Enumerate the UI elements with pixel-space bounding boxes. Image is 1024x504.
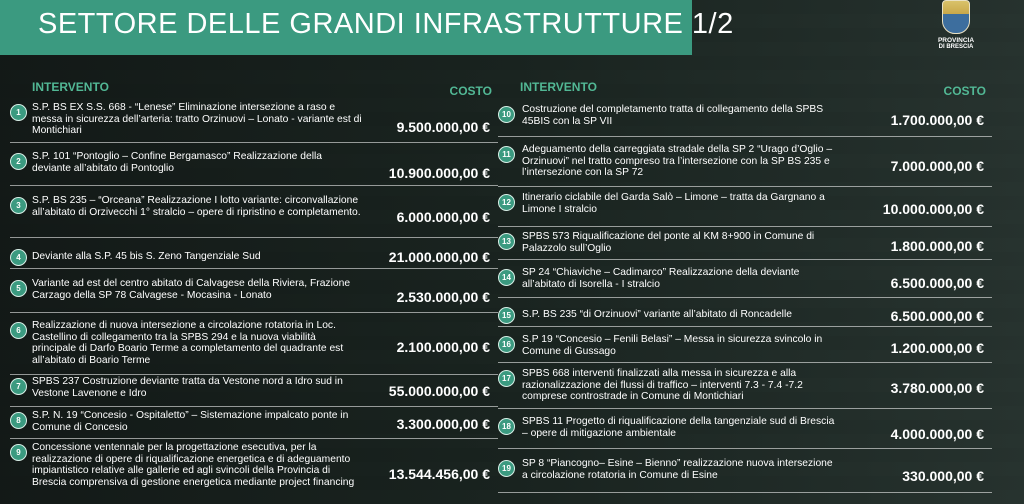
row-description: Itinerario ciclabile del Garda Salò – Limone – tratta da Gargnano a Limone I stralcio [522, 192, 825, 215]
table-row [498, 303, 992, 327]
row-number: 5 [10, 280, 27, 297]
row-number: 6 [10, 322, 27, 339]
row-cost: 6.500.000,00 € [890, 275, 984, 291]
row-description: Concessione ventennale per la progettazione esecutiva, per la realizzazione di opere di riqualificazione energetica e di adeguamento impiantistico relative alle gallerie ed agli svincoli della Provincia di Brescia comprensiva di gestione energetica mediante project financing [32, 442, 355, 488]
row-cost: 13.544.456,00 € [388, 466, 490, 482]
table-row [498, 332, 992, 363]
row-number: 11 [498, 146, 515, 163]
row-cost: 9.500.000,00 € [396, 119, 490, 135]
cost-header: COSTO [943, 84, 986, 98]
table-row [10, 149, 498, 186]
row-number: 7 [10, 378, 27, 395]
row-cost: 6.000.000,00 € [396, 209, 490, 225]
row-description: SPBS 668 interventi finalizzati alla messa in sicurezza e alla razionalizzazione dei flussi di traffico – interventi 7.3 - 7.4 -7.2 comprese controstrade in Comune di Montichiari [522, 368, 803, 402]
row-description: SP 8 “Piancogno– Esine – Bienno” realizzazione nuova intersezione a circolazione rotatoria in Comune di Esine [522, 458, 833, 481]
table-row [498, 414, 992, 449]
row-number: 14 [498, 269, 515, 286]
table-row [10, 440, 498, 504]
table-row [498, 366, 992, 409]
row-cost: 10.000.000,00 € [882, 201, 984, 217]
row-cost: 7.000.000,00 € [890, 158, 984, 174]
intervention-header: INTERVENTO [32, 80, 109, 94]
row-number: 8 [10, 412, 27, 429]
row-cost: 2.100.000,00 € [396, 339, 490, 355]
row-number: 16 [498, 336, 515, 353]
table-row [10, 276, 498, 313]
row-number: 15 [498, 307, 515, 324]
page-title: SETTORE DELLE GRANDI INFRASTRUTTURE 1/2 [38, 8, 734, 40]
logo-line2: DI BRESCIA [938, 44, 974, 50]
row-number: 18 [498, 418, 515, 435]
row-number: 12 [498, 194, 515, 211]
row-cost: 3.300.000,00 € [396, 416, 490, 432]
row-description: Adeguamento della carreggiata stradale della SP 2 “Urago d’Oglio – Orzinuovi” nel tratto compreso tra l’intersezione con la SP BS 235 e l’intersezione con la SP 72 [522, 144, 833, 178]
cost-header: COSTO [449, 84, 492, 98]
table-row [498, 190, 992, 227]
table-row [10, 193, 498, 238]
right-column-header [498, 76, 992, 98]
table-row [498, 456, 992, 493]
table-row [10, 408, 498, 439]
row-number: 4 [10, 249, 27, 266]
row-cost: 3.780.000,00 € [890, 380, 984, 396]
left-column-header [10, 76, 498, 98]
table-row [498, 265, 992, 298]
title-bar [0, 0, 734, 55]
row-cost: 1.800.000,00 € [890, 238, 984, 254]
row-description: SPBS 11 Progetto di riqualificazione della tangenziale sud di Brescia – opere di mitigazione ambientale [522, 416, 835, 439]
row-description: S.P. BS EX S.S. 668 - “Lenese” Eliminazione intersezione a raso e messa in sicurezza dell’arteria: tratto Orzinuovi – Lonato - variante est di Montichiari [32, 102, 362, 136]
row-description: SP 24 “Chiaviche – Cadimarco” Realizzazione della deviante all’abitato di Isorella - I stralcio [522, 267, 800, 290]
row-cost: 1.200.000,00 € [890, 340, 984, 356]
row-cost: 55.000.000,00 € [388, 383, 490, 399]
table-row [10, 318, 498, 375]
row-description: Realizzazione di nuova intersezione a circolazione rotatoria in Loc. Castellino di collegamento tra la SPBS 294 e la nuova viabilità principale di Darfo Boario Terme a completamento del quadrante est all’abitato di Boario Terme [32, 320, 344, 366]
row-cost: 2.530.000,00 € [396, 289, 490, 305]
intervention-header: INTERVENTO [520, 80, 597, 94]
row-cost: 21.000.000,00 € [388, 249, 490, 265]
row-description: Variante ad est del centro abitato di Calvagese della Riviera, Frazione Carzago della SP 78 Calvagese - Mocasina - Lonato [32, 278, 351, 301]
left-column [10, 76, 498, 488]
row-cost: 1.700.000,00 € [890, 112, 984, 128]
row-description: S.P. 101 “Pontoglio – Confine Bergamasco” Realizzazione della deviante all’abitato di Pontoglio [32, 151, 323, 174]
logo-line1: PROVINCIA [937, 37, 975, 44]
province-logo [928, 0, 984, 60]
table-row [498, 102, 992, 137]
table-row [498, 142, 992, 187]
row-number: 13 [498, 233, 515, 250]
row-description: S.P. BS 235 “di Orzinuovi” variante all’abitato di Roncadelle [522, 309, 792, 320]
row-description: Deviante alla S.P. 45 bis S. Zeno Tangenziale Sud [32, 251, 261, 262]
table-row [10, 374, 498, 407]
row-number: 19 [498, 460, 515, 477]
row-number: 10 [498, 106, 515, 123]
right-column [498, 76, 992, 484]
row-description: SPBS 573 Riqualificazione del ponte al KM 8+900 in Comune di Palazzolo sull’Oglio [522, 231, 815, 254]
row-cost: 10.900.000,00 € [388, 165, 490, 181]
row-description: Costruzione del completamento tratta di collegamento della SPBS 45BIS con la SP VII [522, 104, 824, 127]
table-row [10, 245, 498, 269]
row-cost: 330.000,00 € [902, 468, 984, 484]
row-description: S.P. N. 19 “Concesio - Ospitaletto” – Sistemazione impalcato ponte in Comune di Concesio [32, 410, 349, 433]
row-description: S.P 19 “Concesio – Fenili Belasi” – Messa in sicurezza svincolo in Comune di Gussago [522, 334, 823, 357]
row-cost: 6.500.000,00 € [890, 308, 984, 324]
table-row [10, 100, 498, 143]
row-number: 1 [10, 104, 27, 121]
row-number: 2 [10, 153, 27, 170]
row-number: 17 [498, 370, 515, 387]
row-number: 3 [10, 197, 27, 214]
row-number: 9 [10, 444, 27, 461]
row-description: SPBS 237 Costruzione deviante tratta da Vestone nord a Idro sud in Vestone Lavenone e Idro [32, 376, 343, 399]
coat-of-arms-icon [942, 0, 970, 34]
row-description: S.P. BS 235 – “Orceana” Realizzazione I lotto variante: circonvallazione all’abitato di Orzivecchi 1° stralcio – opere di ripristino e completamento. [32, 195, 361, 218]
row-cost: 4.000.000,00 € [890, 426, 984, 442]
table-row [498, 229, 992, 260]
